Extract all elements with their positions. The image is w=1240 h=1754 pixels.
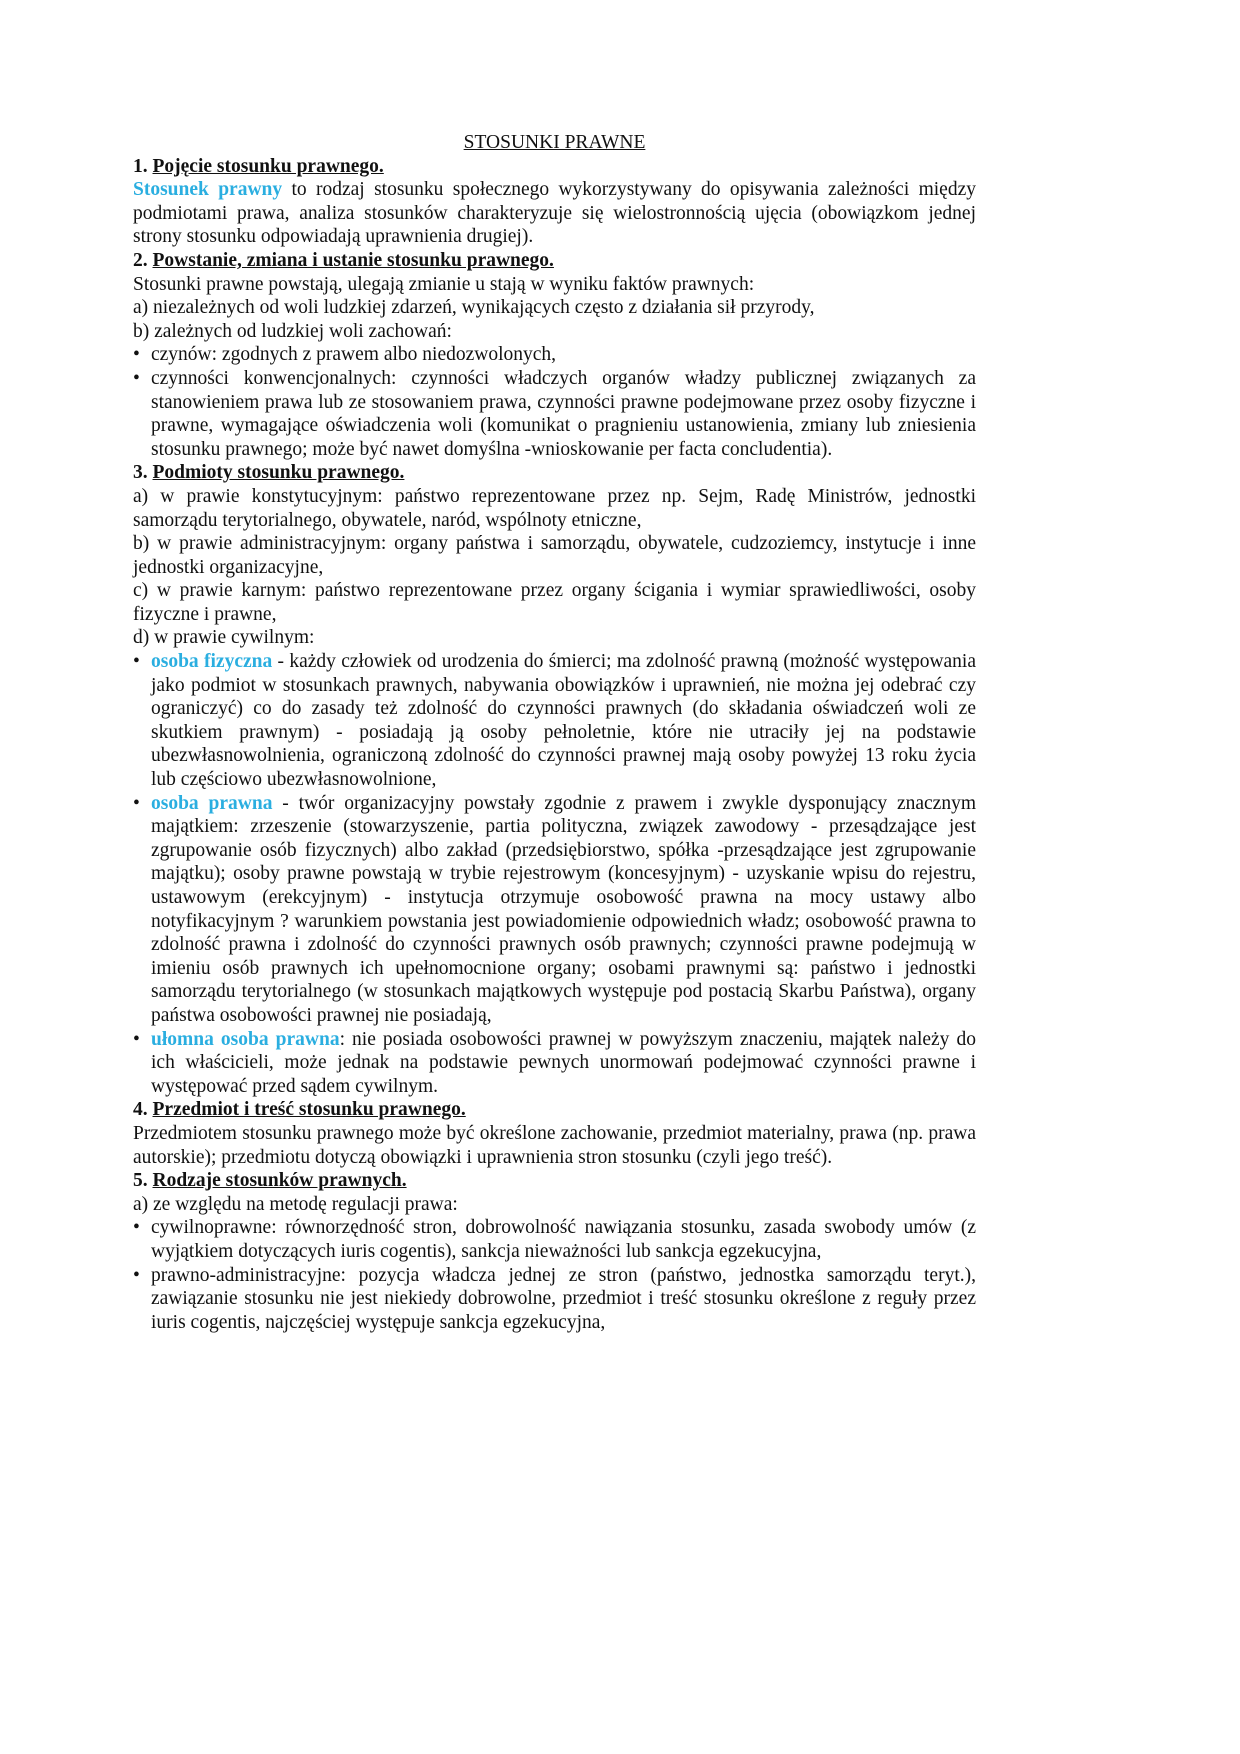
section-heading [133, 1098, 976, 1122]
list-item [133, 1264, 976, 1335]
list-item [133, 650, 976, 792]
paragraph: b) w prawie administracyjnym: organy państwa i samorządu, obywatele, cudzoziemcy, instytucje i inne jednostki organizacyjne, [133, 533, 976, 578]
paragraph: a) ze względu na metodę regulacji prawa: [133, 1193, 458, 1215]
section-number: 3. [133, 462, 148, 484]
bullet-list [133, 343, 976, 461]
paragraph: b) zależnych od ludzkiej woli zachowań: [133, 320, 452, 342]
list-item-text: czynów: zgodnych z prawem albo niedozwolonych, [151, 344, 557, 366]
section-heading [133, 155, 976, 179]
section-number: 1. [133, 155, 148, 177]
section-number: 2. [133, 249, 148, 271]
paragraph: d) w prawie cywilnym: [133, 627, 315, 649]
bullet-list [133, 1216, 976, 1334]
list-item [133, 1216, 976, 1263]
paragraph-text: to rodzaj stosunku społecznego wykorzystywany do opisywania zależności między podmiotami prawa, analiza stosunków charakteryzuje się wielostronnością ujęcia (obowiązkom jednej strony stosunku odpowiadają uprawnienia drugiej). [133, 179, 976, 248]
document-title: STOSUNKI PRAWNE [463, 132, 646, 153]
list-item [133, 367, 976, 461]
list-item-text: : nie posiada osobowości prawnej w powyższym znaczeniu, majątek należy do ich właścicieli, może jednak na podstawie pewnych unormowań podejmować czynności prawne i występować przed sądem cywilnym. [151, 1028, 976, 1097]
term: Stosunek prawny [133, 179, 283, 201]
bullet-icon: • [133, 651, 140, 673]
bullet-icon: • [133, 1264, 140, 1286]
paragraph: a) w prawie konstytucyjnym: państwo reprezentowane przez np. Sejm, Radę Ministrów, jednostki samorządu terytorialnego, obywatele, naród, wspólnoty etniczne, [133, 485, 976, 531]
list-item-text: - każdy człowiek od urodzenia do śmierci; ma zdolność prawną (możność występowania jako podmiot w stosunkach prawnych, nabywania obowiązków i uprawnień, nie można jej odebrać czy ograniczyć) co do zasady też zdolność do czynności prawnych (do składania oświadczeń woli ze skutkiem prawnym) - posiadają ją osoby pełnoletnie, które nie utraciły jej na podstawie ubezwłasnowolnienia, ograniczoną zdolność do czynności prawnej mają osoby powyżej 13 roku życia lub częściowo ubezwłasnowolnione, [151, 651, 976, 791]
bullet-icon: • [133, 792, 140, 814]
list-item-text: - twór organizacyjny powstały zgodnie z prawem i zwykle dysponujący znacznym majątkiem: zrzeszenie (stowarzyszenie, partia polityczna, związek zawodowy - przesądzające jest zgrupowanie osób fizycznych) albo zakład (przedsiębiorstwo, spółka -przesądzające jest zgrupowanie majątku); osoby prawne powstają w trybie rejestrowym (koncesyjnym) - uzyskanie wpisu do rejestru, ustawowym (erekcyjnym) - instytucja otrzymuje osobowość prawna na mocy ustawy albo notyfikacyjnym ? warunkiem powstania jest powiadomienie odpowiednich władz; osobowość prawna to zdolność prawna i zdolność do czynności prawnych osób prawnych; czynności prawne podejmują w imieniu osób prawnych ich upełnomocnione organy; osobami prawnymi są: państwo i jednostki samorządu terytorialnego (w stosunkach majątkowych występuje pod postacią Skarbu Państwa), organy państwa osobowości prawnej nie posiadają, [151, 792, 976, 1026]
paragraph: Przedmiotem stosunku prawnego może być określone zachowanie, przedmiot materialny, prawa (np. prawa autorskie); przedmiotu dotyczą obowiązki i uprawnienia stron stosunku (czyli jego treść). [133, 1122, 976, 1168]
section-heading [133, 1169, 976, 1193]
list-item [133, 343, 976, 367]
bullet-icon: • [133, 1217, 140, 1239]
bullet-icon: • [133, 1028, 140, 1050]
list-item-text: cywilnoprawne: równorzędność stron, dobrowolność nawiązania stosunku, zasada swobody umów (z wyjątkiem dotyczących iuris cogentis), sankcja nieważności lub sankcja egzekucyjna, [151, 1217, 976, 1262]
section-number: 5. [133, 1170, 148, 1192]
term: ułomna osoba prawna [151, 1028, 340, 1050]
section-title: Powstanie, zmiana i ustanie stosunku prawnego. [152, 249, 554, 271]
section-heading [133, 249, 976, 273]
term: osoba fizyczna [151, 651, 273, 673]
bullet-icon: • [133, 367, 140, 389]
list-item [133, 792, 976, 1028]
paragraph [133, 178, 976, 249]
section-title: Pojęcie stosunku prawnego. [152, 155, 384, 177]
paragraph: c) w prawie karnym: państwo reprezentowane przez organy ścigania i wymiar sprawiedliwości, osoby fizyczne i prawne, [133, 580, 976, 625]
list-item-text: prawno-administracyjne: pozycja władcza jednej ze stron (państwo, jednostka samorządu teryt.), zawiązanie stosunku nie jest niekiedy dobrowolne, przedmiot i treść stosunku określone z reguły przez iuris cogentis, najczęściej występuje sankcja egzekucyjna, [151, 1264, 976, 1333]
paragraph: Stosunki prawne powstają, ulegają zmianie u stają w wyniku faktów prawnych: [133, 273, 755, 295]
list-item [133, 1028, 976, 1099]
list-item-text: czynności konwencjonalnych: czynności władczych organów władzy publicznej związanych za stanowieniem prawa lub ze stosowaniem prawa, czynności prawne podejmowane przez osoby fizyczne i prawne, wymagające oświadczenia woli (komunikat o pragnieniu ustanowienia, zmiany lub zniesienia stosunku prawnego; może być nawet domyślna -wnioskowanie per facta concludentia). [151, 367, 976, 460]
section-title: Rodzaje stosunków prawnych. [152, 1170, 407, 1192]
paragraph: a) niezależnych od woli ludzkiej zdarzeń, wynikających często z działania sił przyrody, [133, 297, 815, 319]
section-title: Podmioty stosunku prawnego. [152, 462, 405, 484]
section-heading [133, 461, 976, 485]
section-title: Przedmiot i treść stosunku prawnego. [152, 1099, 466, 1121]
term: osoba prawna [151, 792, 273, 814]
bullet-icon: • [133, 344, 140, 366]
bullet-list [133, 650, 976, 1098]
section-number: 4. [133, 1099, 148, 1121]
document-body [133, 131, 976, 1334]
